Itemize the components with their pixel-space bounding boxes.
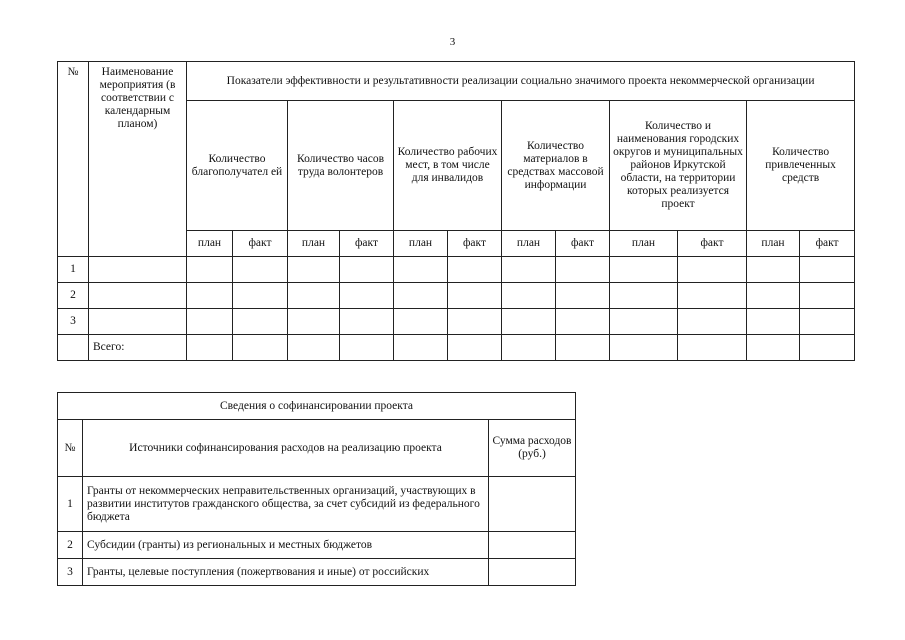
plan-label: план [610,231,678,257]
table-row [58,477,576,532]
sum-cell [489,559,576,586]
table-cell [187,309,233,335]
header-sum: Сумма расходов (руб.) [489,420,576,477]
table-cell [394,309,448,335]
table-cell [448,309,502,335]
table-row [58,532,576,559]
table-cell [233,335,288,361]
table-cell [800,335,855,361]
table-row [58,257,855,283]
table-cell [502,283,556,309]
table-cell [610,335,678,361]
row-number: 1 [58,257,89,283]
fact-label: факт [448,231,502,257]
table-cell [556,309,610,335]
sum-cell [489,532,576,559]
source-cell: Гранты от некоммерческих неправительственных организаций, участвующих в развитии институтов гражданского общества, за счет субсидий из федерального бюджета [83,477,489,532]
table-cell [678,283,747,309]
cofinancing-title: Сведения о софинансировании проекта [58,393,576,420]
header-volunteer-hours: Количество часов труда волонтеров [288,101,394,231]
cell-event-name [89,257,187,283]
table-cell [187,283,233,309]
cell-event-name [89,309,187,335]
cell-event-name [89,283,187,309]
header-territories: Количество и наименования городских округов и муниципальных районов Иркутской области, на территории которых реализуется проект [610,101,747,231]
row-number: 1 [58,477,83,532]
header-indicators-group: Показатели эффективности и результативности реализации социально значимого проекта некоммерческой организации [187,62,855,101]
header-beneficiaries: Количество благополучател ей [187,101,288,231]
table-cell [340,257,394,283]
table-cell [502,257,556,283]
fact-label: факт [340,231,394,257]
table-cell [610,309,678,335]
total-label: Всего: [89,335,187,361]
table-cell [340,283,394,309]
table-cell [800,283,855,309]
page-number: 3 [449,36,456,48]
header-num: № [58,420,83,477]
total-row [58,335,855,361]
table-cell [394,257,448,283]
table-cell [610,257,678,283]
table-cell [448,283,502,309]
fact-label: факт [678,231,747,257]
table-cell [678,257,747,283]
table-cell [747,283,800,309]
table-cell [233,309,288,335]
header-jobs: Количество рабочих мест, в том числе для инвалидов [394,101,502,231]
table-cell [288,283,340,309]
source-cell: Субсидии (гранты) из региональных и местных бюджетов [83,532,489,559]
table-cell [556,257,610,283]
table-cell [800,309,855,335]
row-number: 2 [58,532,83,559]
fact-label: факт [556,231,610,257]
plan-label: план [288,231,340,257]
header-num: № [58,62,89,257]
table-cell [800,257,855,283]
plan-label: план [394,231,448,257]
plan-label: план [502,231,556,257]
table-cell [678,309,747,335]
indicators-table [57,61,855,361]
table-cell [288,309,340,335]
plan-label: план [747,231,800,257]
table-cell [394,283,448,309]
table-cell [187,257,233,283]
row-number: 3 [58,559,83,586]
table-cell [233,283,288,309]
header-source: Источники софинансирования расходов на реализацию проекта [83,420,489,477]
row-number: 3 [58,309,89,335]
sum-cell [489,477,576,532]
table-cell [502,335,556,361]
table-row [58,309,855,335]
table-row [58,559,576,586]
table-cell [233,257,288,283]
table-cell [678,335,747,361]
table-cell [340,309,394,335]
table-cell [747,257,800,283]
table-cell [556,283,610,309]
cofinancing-table [57,392,576,586]
header-attracted-funds: Количество привлеченных средств [747,101,855,231]
row-number: 2 [58,283,89,309]
table-cell [288,257,340,283]
table-row [58,283,855,309]
table-cell [556,335,610,361]
table-cell [58,335,89,361]
table-cell [747,309,800,335]
fact-label: факт [233,231,288,257]
table-cell [448,335,502,361]
table-cell [448,257,502,283]
table-cell [340,335,394,361]
plan-label: план [187,231,233,257]
source-cell: Гранты, целевые поступления (пожертвования и иные) от российских [83,559,489,586]
table-cell [502,309,556,335]
fact-label: факт [800,231,855,257]
table-cell [187,335,233,361]
header-media-materials: Количество материалов в средствах массовой информации [502,101,610,231]
table-cell [747,335,800,361]
header-event-name: Наименование мероприятия (в соответствии с календарным планом) [89,62,187,257]
table-cell [394,335,448,361]
table-cell [288,335,340,361]
table-cell [610,283,678,309]
